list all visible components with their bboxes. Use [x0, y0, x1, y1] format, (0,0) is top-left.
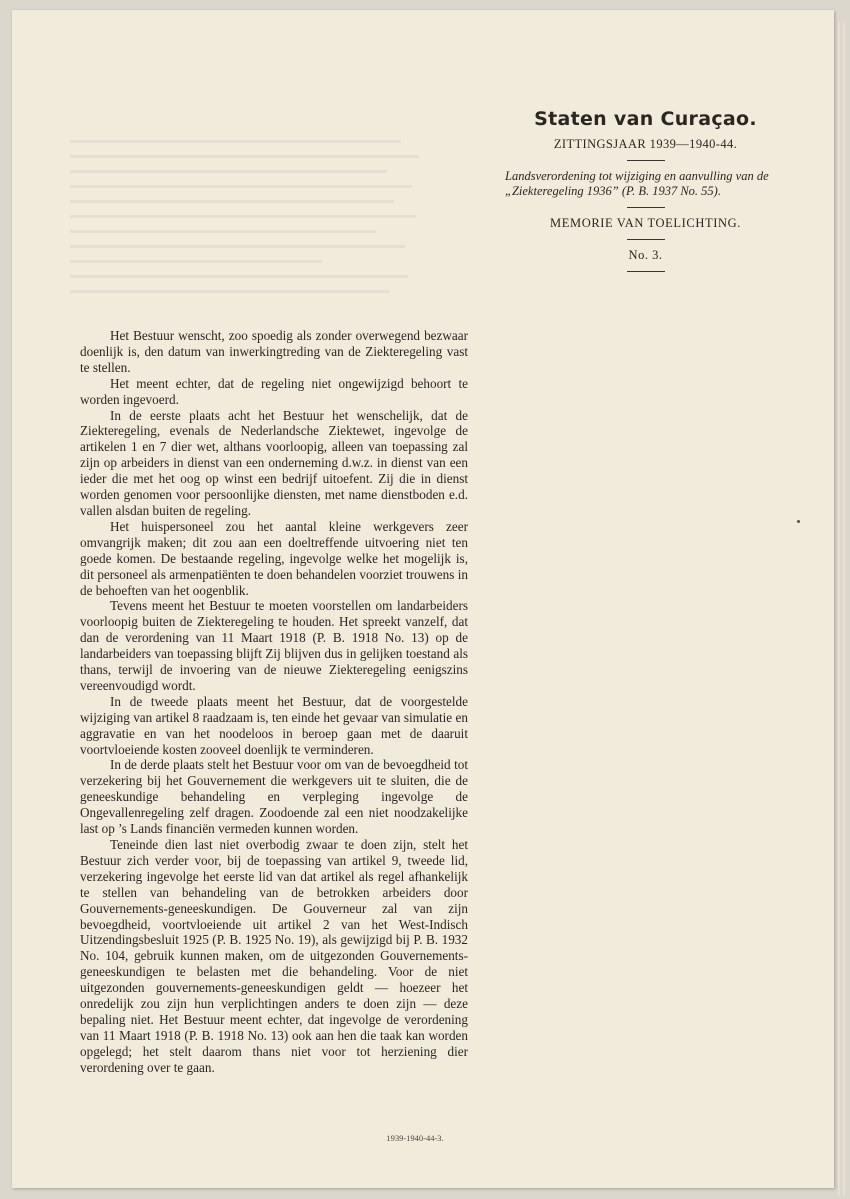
ink-spot: [797, 520, 800, 523]
paragraph: Tevens meent het Bestuur te moeten voorstellen om landarbeiders voorloopig buiten de Ziekteregeling te houden. Het spreekt vanzelf, dat dan de verordening van 11 Maart 1918 (P. B. 1918 No. 13) op de landarbeiders van toepassing blijft Zij blijven dus in gelijken toestand als thans, terwijl de invoering van de nieuwe Ziekteregeling eenigszins vereenvoudigd wordt.: [80, 598, 468, 693]
page-edge: [838, 22, 840, 1196]
divider: [627, 207, 665, 208]
document-title: Staten van Curaçao.: [534, 108, 757, 130]
document-number: No. 3.: [628, 248, 663, 262]
paragraph: In de derde plaats stelt het Bestuur voor om van de bevoegdheid tot verzekering bij het Gouvernement die werkgevers uit te sluiten, die de geneeskundige behandeling en verpleging ingevolge de Ongevallenregeling zelf dragen. Zoodoende zal een niet noodzakelijke last op ’s Lands financiën vermeden kunnen worden.: [80, 757, 468, 837]
paragraph: In de eerste plaats acht het Bestuur het wenschelijk, dat de Ziekteregeling, evenals de Nederlandsche Ziektewet, ingevolge de artikelen 1 en 7 dier wet, althans voorloopig, alleen van toepassing zal zijn op arbeiders in dienst van een onderneming d.w.z. in dienst van een ieder die met het oog op winst een bedrijf uitoefent. Zij die in dienst worden genomen voor persoonlijke diensten, met name dienstboden e.d. vallen alsdan buiten de regeling.: [80, 407, 468, 518]
session-year: ZITTINGSJAAR 1939—1940-44.: [553, 137, 738, 151]
paragraph: Het meent echter, dat de regeling niet ongewijzigd behoort te worden ingevoerd.: [80, 375, 468, 407]
divider: [627, 239, 665, 240]
page-edge: [843, 22, 845, 1196]
body-text: [80, 328, 468, 1076]
document-type: MEMORIE VAN TOELICHTING.: [550, 216, 741, 230]
paragraph: Het huispersoneel zou het aantal kleine werkgevers zeer omvangrijk maken; dit zou aan een doeltreffende uitvoering niet ten goede komen. De bestaande regeling, ingevolge welke het mogelijk is, dit personeel als armenpatiënten te doen behandelen voorziet trouwens in de behoeften van het oogenblik.: [80, 518, 468, 598]
paragraph: Teneinde dien last niet overbodig zwaar te doen zijn, stelt het Bestuur zich verder voor, bij de toepassing van artikel 9, tweede lid, verzekering ingevolge het eerste lid van dat artikel als regel afhankelijk te stellen van behandeling van de betrokken arbeiders door Gouvernements-geneeskundigen. De Gouverneur zal van zijn bevoegdheid, voortvloeiende uit artikel 2 van het West-Indisch Uitzendingsbesluit 1925 (P. B. 1925 No. 19), als gewijzigd bij P. B. 1932 No. 104, gebruik kunnen maken, om de uitgezonden Gouvernements-geneeskundigen te belasten met die behandeling. Voor de niet uitgezonden gouvernements-geneeskundigen geldt — hoezeer het onredelijk zou zijn hun verplichtingen anders te doen zijn — deze bepaling niet. Het Bestuur meent echter, dat ingevolge de verordening van 11 Maart 1918 (P. B. 1918 No. 13) ook aan hen die taak kan worden opgelegd; het stelt daarom thans niet voor tot herziening dier verordening over te gaan.: [80, 837, 468, 1075]
show-through-text: [70, 140, 430, 305]
document-header: [503, 108, 788, 280]
page-footer-code: 1939-1940-44-3.: [386, 1133, 444, 1143]
paragraph: In de tweede plaats meent het Bestuur, dat de voorgestelde wijziging van artikel 8 raadzaam is, ten einde het gevaar van simulatie en aggravatie en van het noodeloos in beroep gaan met de daaruit voortvloeiende kosten zooveel doenlijk te verminderen.: [80, 693, 468, 757]
divider: [627, 160, 665, 161]
paragraph: Het Bestuur wenscht, zoo spoedig als zonder overwegend bezwaar doenlijk is, den datum van inwerkingtreding van de Ziekteregeling vast te stellen.: [80, 328, 468, 375]
divider: [627, 271, 665, 272]
document-subject: Landsverordening tot wijziging en aanvulling van de „Ziekteregeling 1936” (P. B. 1937 No. 55).: [505, 169, 769, 198]
